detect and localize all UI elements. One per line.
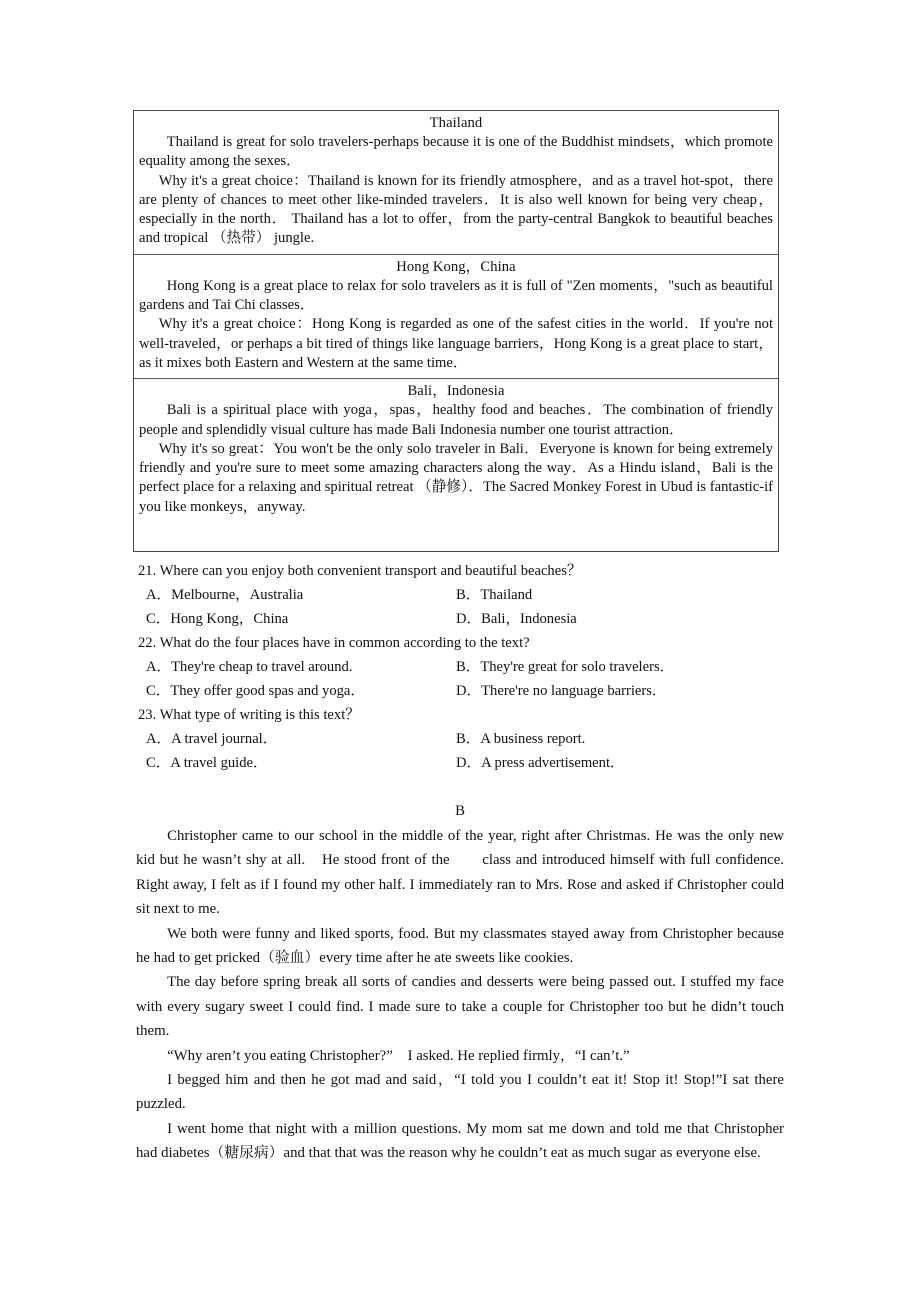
- option-23-a[interactable]: A．A travel journal．: [146, 731, 278, 747]
- option-21-d[interactable]: D．Bali，Indonesia: [456, 611, 577, 627]
- table-row-hong-kong: [134, 254, 778, 378]
- option-22-b[interactable]: B．They're great for solo travelers．: [456, 659, 675, 675]
- option-21-c[interactable]: C．Hong Kong，China: [146, 611, 289, 627]
- question-options-23-row2: [138, 753, 788, 777]
- section-label-b: B: [455, 803, 465, 819]
- passage-b-body: [136, 824, 784, 1166]
- question-options-21-row2: [138, 609, 788, 633]
- destination-paragraph: Why it's a great choice：Hong Kong is regarded as one of the safest cities in the world．If you're not well-traveled，or perhaps a bit tired of things like language barriers，Hong Kong is a great place to start，as it mixes both Eastern and Western at the same time．: [139, 316, 773, 371]
- question-options-21-row1: [138, 585, 788, 609]
- destination-paragraph: Bali is a spiritual place with yoga，spas，healthy food and beaches．The combination of friendly people and splendidly visual culture has made Bali Indonesia number one tourist attraction．: [139, 402, 773, 438]
- question-list: [138, 561, 788, 777]
- option-22-c[interactable]: C．They offer good spas and yoga．: [146, 683, 365, 699]
- question-stem-22: 22. What do the four places have in common according to the text?: [138, 635, 530, 651]
- passage-b-paragraph: I went home that night with a million questions. My mom sat me down and told me that Christopher had diabetes（糖尿病）and that that was the reason why he couldn’t eat as much sugar as everyone else.: [136, 1120, 784, 1162]
- passage-b-paragraph: “Why aren’t you eating Christopher?” I asked. He replied firmly，“I can’t.”: [167, 1047, 630, 1064]
- passage-b-paragraph: We both were funny and liked sports, food. But my classmates stayed away from Christopher because he had to get pricked（验血）every time after he ate sweets like cookies.: [136, 925, 784, 967]
- option-22-d[interactable]: D．There're no language barriers．: [456, 683, 667, 699]
- passage-b-paragraph: Christopher came to our school in the middle of the year, right after Christmas. He was the only new kid but he wasn’t shy at all. He stood front of the class and introduced himself with full confidence. Right away, I felt as if I found my other half. I immediately ran to Mrs. Rose and asked if Christopher could sit next to me.: [136, 828, 784, 918]
- question-options-22-row2: [138, 681, 788, 705]
- destination-heading: Hong Kong，China: [396, 258, 516, 275]
- option-22-a[interactable]: A．They're cheap to travel around.: [146, 659, 353, 675]
- question-stem-23: 23. What type of writing is this text？: [138, 707, 360, 723]
- destinations-table: [133, 110, 779, 552]
- option-23-d[interactable]: D．A press advertisement．: [456, 755, 625, 771]
- destination-paragraph: Why it's so great：You won't be the only solo traveler in Bali．Everyone is known for being extremely friendly and you're sure to meet some amazing characters along the way．As a Hindu island，Bali is the perfect place for a relaxing and spiritual retreat （静修）．The Sacred Monkey Forest in Ubud is fantastic-if you like monkeys，anyway.: [139, 440, 773, 515]
- destination-heading: Bali，Indonesia: [407, 383, 505, 400]
- question-stem-21: 21. Where can you enjoy both convenient transport and beautiful beaches？: [138, 563, 582, 579]
- destination-paragraph: Hong Kong is a great place to relax for solo travelers as it is full of "Zen moments，"such as beautiful gardens and Tai Chi classes．: [139, 277, 773, 314]
- option-21-a[interactable]: A．Melbourne，Australia: [146, 587, 304, 603]
- question-options-22-row1: [138, 657, 788, 681]
- option-23-b[interactable]: B．A business report.: [456, 731, 586, 747]
- option-23-c[interactable]: C．A travel guide．: [146, 755, 268, 771]
- question-options-23-row1: [138, 729, 788, 753]
- passage-b-paragraph: I begged him and then he got mad and said，“I told you I couldn’t eat it! Stop it! Stop!”I sat there puzzled.: [136, 1072, 784, 1113]
- table-row-bali: [134, 378, 778, 551]
- destination-paragraph: Why it's a great choice：Thailand is known for its friendly atmosphere，and as a travel hot-spot，there are plenty of chances to meet other like-minded travelers．It is also well known for being very cheap，especially in the north． Thailand has a lot to offer，from the party-central Bangkok to beautiful beaches and tropical （热带） jungle.: [139, 172, 773, 247]
- passage-b-paragraph: The day before spring break all sorts of candies and desserts were being passed out. I stuffed my face with every sugary sweet I could find. I made sure to take a couple for Christopher too but he didn’t touch them.: [136, 974, 784, 1040]
- destination-heading: Thailand: [429, 115, 483, 131]
- destination-paragraph: Thailand is great for solo travelers-perhaps because it is one of the Buddhist mindsets，which promote equality among the sexes．: [139, 134, 773, 170]
- table-row-thailand: [134, 111, 778, 254]
- option-21-b[interactable]: B．Thailand: [456, 587, 533, 603]
